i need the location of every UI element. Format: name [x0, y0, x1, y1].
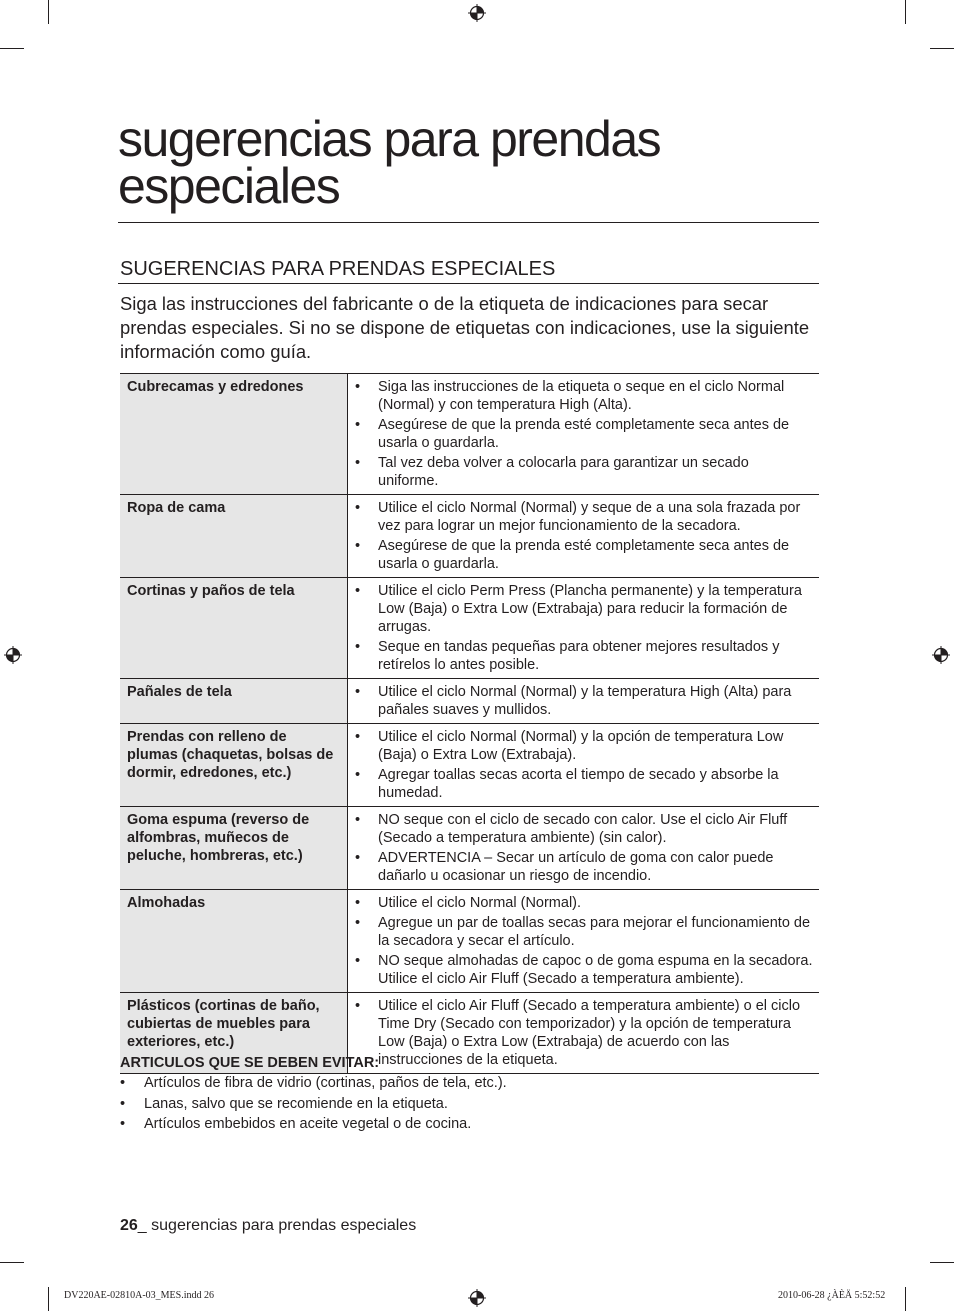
tips-table-row: [120, 807, 819, 890]
tips-list: [348, 499, 813, 573]
registration-target-icon: [4, 646, 22, 664]
tips-list: [348, 683, 813, 719]
garment-tips: [348, 890, 820, 993]
crop-mark-top-right-vertical: [905, 0, 906, 24]
tips-table-row: [120, 495, 819, 578]
avoid-list: [120, 1074, 820, 1136]
slug-file-info: DV220AE-02810A-03_MES.indd 26: [64, 1290, 214, 1301]
tip-item: • Utilice el ciclo Air Fluff (Secado a temperatura ambiente) o el ciclo Time Dry (Secado con temporizador) y la opción de temperatura Low (Baja) o Extra Low (Extrabaja) de acuerdo con las instrucciones de la etiqueta.: [348, 997, 813, 1069]
garment-tips: [348, 495, 820, 578]
page-title-line1: sugerencias para prendas: [118, 111, 661, 167]
tips-table-row: [120, 374, 819, 495]
tip-item: • Utilice el ciclo Normal (Normal).: [348, 894, 813, 912]
title-divider: [118, 222, 819, 223]
garment-tips: [348, 374, 820, 495]
avoid-item: • Artículos embebidos en aceite vegetal o de cocina.: [120, 1115, 820, 1133]
tip-item: • NO seque con el ciclo de secado con calor. Use el ciclo Air Fluff (Secado a temperatura ambiente) (sin calor).: [348, 811, 813, 847]
crop-mark-bottom-left-vertical: [48, 1287, 49, 1311]
tip-item: • Siga las instrucciones de la etiqueta o seque en el ciclo Normal (Normal) y con temperatura High (Alta).: [348, 378, 813, 414]
tips-table: [120, 373, 819, 1074]
registration-target-icon: [468, 4, 486, 22]
registration-target-icon: [468, 1289, 486, 1307]
footer-label: _ sugerencias para prendas especiales: [137, 1217, 417, 1234]
garment-tips: [348, 724, 820, 807]
garment-category: Goma espuma (reverso de alfombras, muñecos de peluche, hombreras, etc.): [120, 807, 348, 890]
crop-mark-top-left-horizontal: [0, 48, 24, 49]
garment-category: Almohadas: [120, 890, 348, 993]
slug-timestamp: 2010-06-28 ¿ÀÈÄ 5:52:52: [778, 1290, 886, 1301]
garment-category: Pañales de tela: [120, 679, 348, 724]
garment-tips: [348, 679, 820, 724]
garment-tips: [348, 578, 820, 679]
tip-item: • Seque en tandas pequeñas para obtener mejores resultados y retírelos lo antes posible.: [348, 638, 813, 674]
tips-list: [348, 378, 813, 490]
tip-item: • Agregue un par de toallas secas para mejorar el funcionamiento de la secadora y secar el artículo.: [348, 914, 813, 950]
tip-item: • Utilice el ciclo Normal (Normal) y la temperatura High (Alta) para pañales suaves y mullidos.: [348, 683, 813, 719]
tip-item: • Asegúrese de que la prenda esté completamente seca antes de usarla o guardarla.: [348, 537, 813, 573]
tip-item: • Agregar toallas secas acorta el tiempo de secado y absorbe la humedad.: [348, 766, 813, 802]
tips-list: [348, 811, 813, 885]
crop-mark-bottom-left-horizontal: [0, 1262, 24, 1263]
tips-list: [348, 997, 813, 1069]
tips-list: [348, 582, 813, 674]
tip-item: • Utilice el ciclo Perm Press (Plancha permanente) y la temperatura Low (Baja) o Extra Low (Extrabaja) para reducir la formación de arrugas.: [348, 582, 813, 636]
page-title: [118, 111, 818, 214]
section-heading: SUGERENCIAS PARA PRENDAS ESPECIALES: [120, 258, 556, 280]
page-number: 26: [120, 1217, 138, 1234]
page-footer: [120, 1216, 416, 1236]
crop-mark-top-right-horizontal: [930, 48, 954, 49]
tip-item: • Utilice el ciclo Normal (Normal) y seque de a una sola frazada por vez para lograr un mejor funcionamiento de la secadora.: [348, 499, 813, 535]
garment-category: Prendas con relleno de plumas (chaquetas, bolsas de dormir, edredones, etc.): [120, 724, 348, 807]
page-title-line2: especiales: [118, 158, 340, 214]
avoid-item: • Artículos de fibra de vidrio (cortinas, paños de tela, etc.).: [120, 1074, 820, 1092]
tips-table-body: [120, 374, 819, 1074]
tips-table-row: [120, 578, 819, 679]
section-divider: [118, 283, 819, 284]
intro-paragraph: Siga las instrucciones del fabricante o de la etiqueta de indicaciones para secar prendas especiales. Si no se dispone de etiquetas con indicaciones, use la siguiente información como guía.: [120, 293, 810, 362]
garment-tips: [348, 807, 820, 890]
garment-category: Cubrecamas y edredones: [120, 374, 348, 495]
avoid-item: • Lanas, salvo que se recomiende en la etiqueta.: [120, 1095, 820, 1113]
tips-table-row: [120, 890, 819, 993]
crop-mark-bottom-right-vertical: [905, 1287, 906, 1311]
tip-item: • Utilice el ciclo Normal (Normal) y la opción de temperatura Low (Baja) o Extra Low (Extrabaja).: [348, 728, 813, 764]
tips-list: [348, 894, 813, 988]
tip-item: • Asegúrese de que la prenda esté completamente seca antes de usarla o guardarla.: [348, 416, 813, 452]
tips-table-row: [120, 679, 819, 724]
tip-item: • ADVERTENCIA – Secar un artículo de goma con calor puede dañarlo u ocasionar un riesgo de incendio.: [348, 849, 813, 885]
tips-table-row: [120, 724, 819, 807]
tips-list: [348, 728, 813, 802]
avoid-heading: ARTICULOS QUE SE DEBEN EVITAR:: [120, 1055, 380, 1071]
garment-category: Plásticos (cortinas de baño, cubiertas de muebles para exteriores, etc.): [120, 993, 348, 1074]
registration-target-icon: [932, 646, 950, 664]
tip-item: • NO seque almohadas de capoc o de goma espuma en la secadora. Utilice el ciclo Air Fluff (Secado a temperatura ambiente).: [348, 952, 813, 988]
garment-tips: [348, 993, 820, 1074]
tip-item: • Tal vez deba volver a colocarla para garantizar un secado uniforme.: [348, 454, 813, 490]
garment-category: Cortinas y paños de tela: [120, 578, 348, 679]
garment-category: Ropa de cama: [120, 495, 348, 578]
crop-mark-top-left-vertical: [48, 0, 49, 24]
crop-mark-bottom-right-horizontal: [930, 1262, 954, 1263]
